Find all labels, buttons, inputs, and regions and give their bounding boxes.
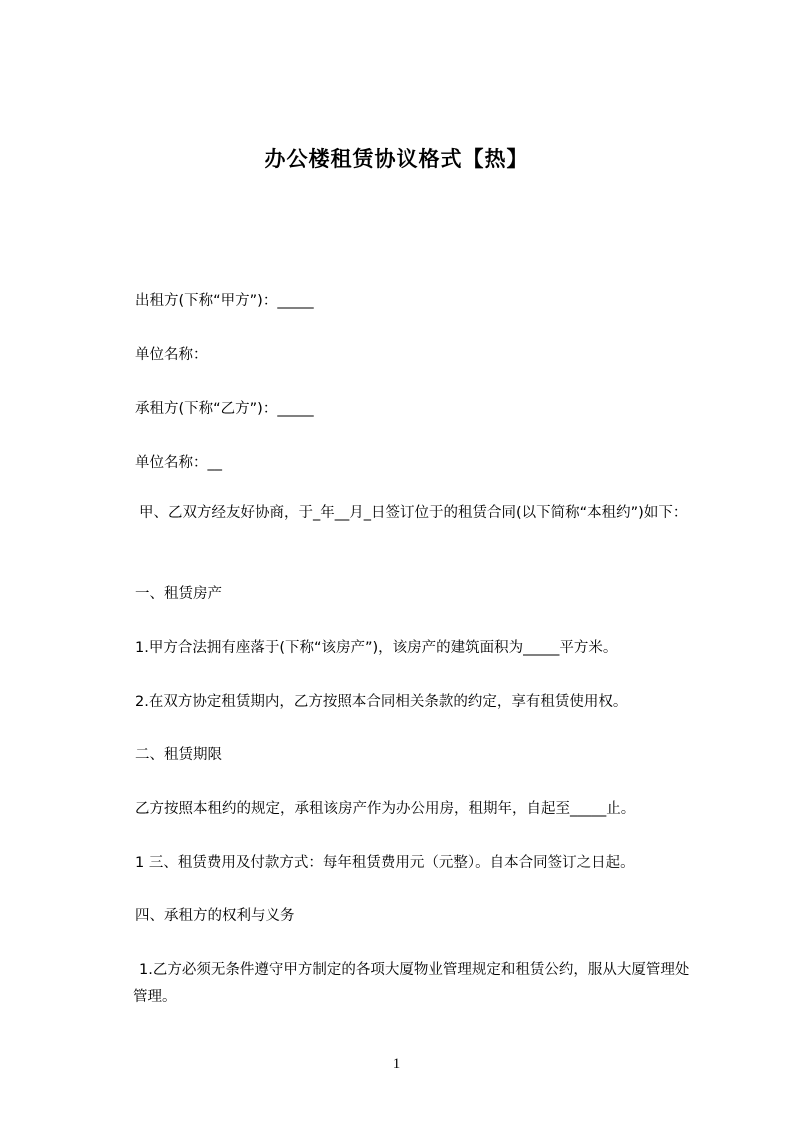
section-1-item-1: 1.甲方合法拥有座落于(下称“该房产”)，该房产的建筑面积为_____平方米。 [135,640,618,656]
section-2-text: 乙方按照本租约的规定，承租该房产作为办公用房，租期年，自起至_____止。 [135,801,636,817]
lessee-line: 承租方(下称“乙方”)：_____ [135,401,314,417]
section-1-item-2: 2.在双方协定租赁期内，乙方按照本合同相关条款的约定，享有租赁使用权。 [135,694,628,710]
lessor-line: 出租方(下称“甲方”)：_____ [135,293,314,309]
intro-paragraph: 甲、乙双方经友好协商，于_年__月_日签订位于的租赁合同(以下简称“本租约”)如下： [139,505,688,521]
section-2-heading: 二、租赁期限 [135,747,222,763]
document-title: 办公楼租赁协议格式【热】 [264,147,529,171]
section-3-text: 1 三、租赁费用及付款方式：每年租赁费用元（元整）。自本合同签订之日起。 [135,855,635,871]
lessor-unit-line: 单位名称： [135,347,208,363]
section-4-item-1: 1.乙方必须无条件遵守甲方制定的各项大厦物业管理规定和租赁公约，服从大厦管理处管理。 [133,962,690,1005]
lessee-unit-line: 单位名称：__ [135,455,222,471]
section-4-heading: 四、承租方的权利与义务 [135,908,295,924]
page-number: 1 [392,1056,401,1072]
section-1-heading: 一、租赁房产 [135,586,222,602]
